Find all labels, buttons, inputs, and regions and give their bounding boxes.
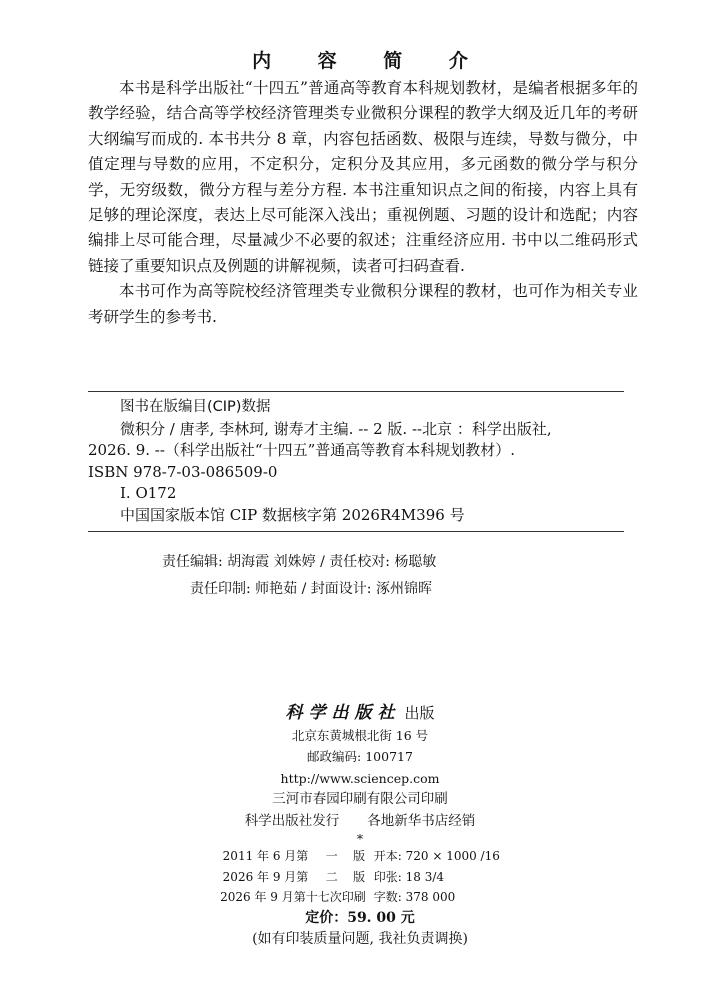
editor-credits: 责任编辑: 胡海霞 刘姝婷 / 责任校对: 杨聪敏 (162, 554, 437, 570)
cip-line-2: 2026. 9. --（科学出版社“十四五”普通高等教育本科规划教材）. (88, 441, 516, 459)
seller: 各地新华书店经销 (367, 812, 476, 829)
cip-line-5: 中国国家版本馆 CIP 数据核字第 2026R4M396 号 (120, 505, 465, 524)
intro-paragraph-1: 本书是科学出版社“十四五”普通高等教育本科规划教材，是编者根据多年的教学经验，结合高等学校经济管理类专业微积分课程的教学大纲及近几年的考研大纲编写而成的. 本书共分 8 章，内容包括函数、极限与连续，导数与微分，中值定理与导数的应用，不定积分，定积分及其应用，多元函数的微分学与积分学，无穷级数，微分方程与差分方程. 本书注重知识点之间的衔接，内容上具有足够的理论深度，表达上尽可能深入浅出；重视例题、习题的设计和选配；内容编排上尽可能合理，尽量减少不必要的叙述；注重经济应用. 书中以二维码形式链接了重要知识点及例题的讲解视频，读者可扫码查看. (88, 79, 638, 275)
production-credits: 责任印制: 师艳茹 / 封面设计: 涿州锦晖 (190, 581, 432, 597)
price: 定价：59. 00 元 (305, 909, 415, 926)
impression-row: 2026 年 9 月第十七次印刷 字数: 378 000 (220, 890, 456, 904)
cip-line-4: Ⅰ. O172 (120, 484, 177, 502)
quality-note: (如有印装质量问题, 我社负责调换) (252, 931, 468, 947)
publisher-url: http://www.sciencep.com (280, 770, 440, 786)
publisher-postcode: 邮政编码: 100717 (307, 749, 413, 764)
publisher-address: 北京东黄城根北街 16 号 (291, 727, 429, 743)
credits-block (0, 549, 720, 603)
introduction (88, 76, 638, 330)
publisher-suffix: 出版 (404, 704, 435, 722)
impression-row: 2026 年 9 月第 二 版 印张: 18 3/4 (222, 869, 445, 884)
cip-line-3: ISBN 978-7-03-086509-0 (88, 462, 278, 481)
publisher-logo: 科学出版社 (285, 703, 401, 723)
impression-row: 2011 年 6 月第 一 版 开本: 720 × 1000 /16 (222, 849, 500, 863)
page-title: 内 容 简 介 (252, 50, 488, 72)
impressions-table (216, 846, 504, 908)
publisher-block (0, 703, 720, 951)
cip-top-rule (88, 391, 624, 392)
intro-paragraph-2: 本书可作为高等院校经济管理类专业微积分课程的教材，也可作为相关专业考研学生的参考书. (88, 282, 638, 326)
cip-bottom-rule (88, 531, 624, 532)
separator: * (356, 831, 364, 846)
distributor: 科学出版社发行 (244, 812, 340, 829)
printer: 三河市春园印刷有限公司印刷 (272, 791, 448, 807)
cip-block (88, 397, 638, 526)
cip-line-1: 微积分 / 唐孝, 李林珂, 谢寿才主编. -- 2 版. --北京 ：科学出版社, (120, 419, 552, 438)
cip-heading: 图书在版编目(CIP)数据 (120, 399, 271, 415)
